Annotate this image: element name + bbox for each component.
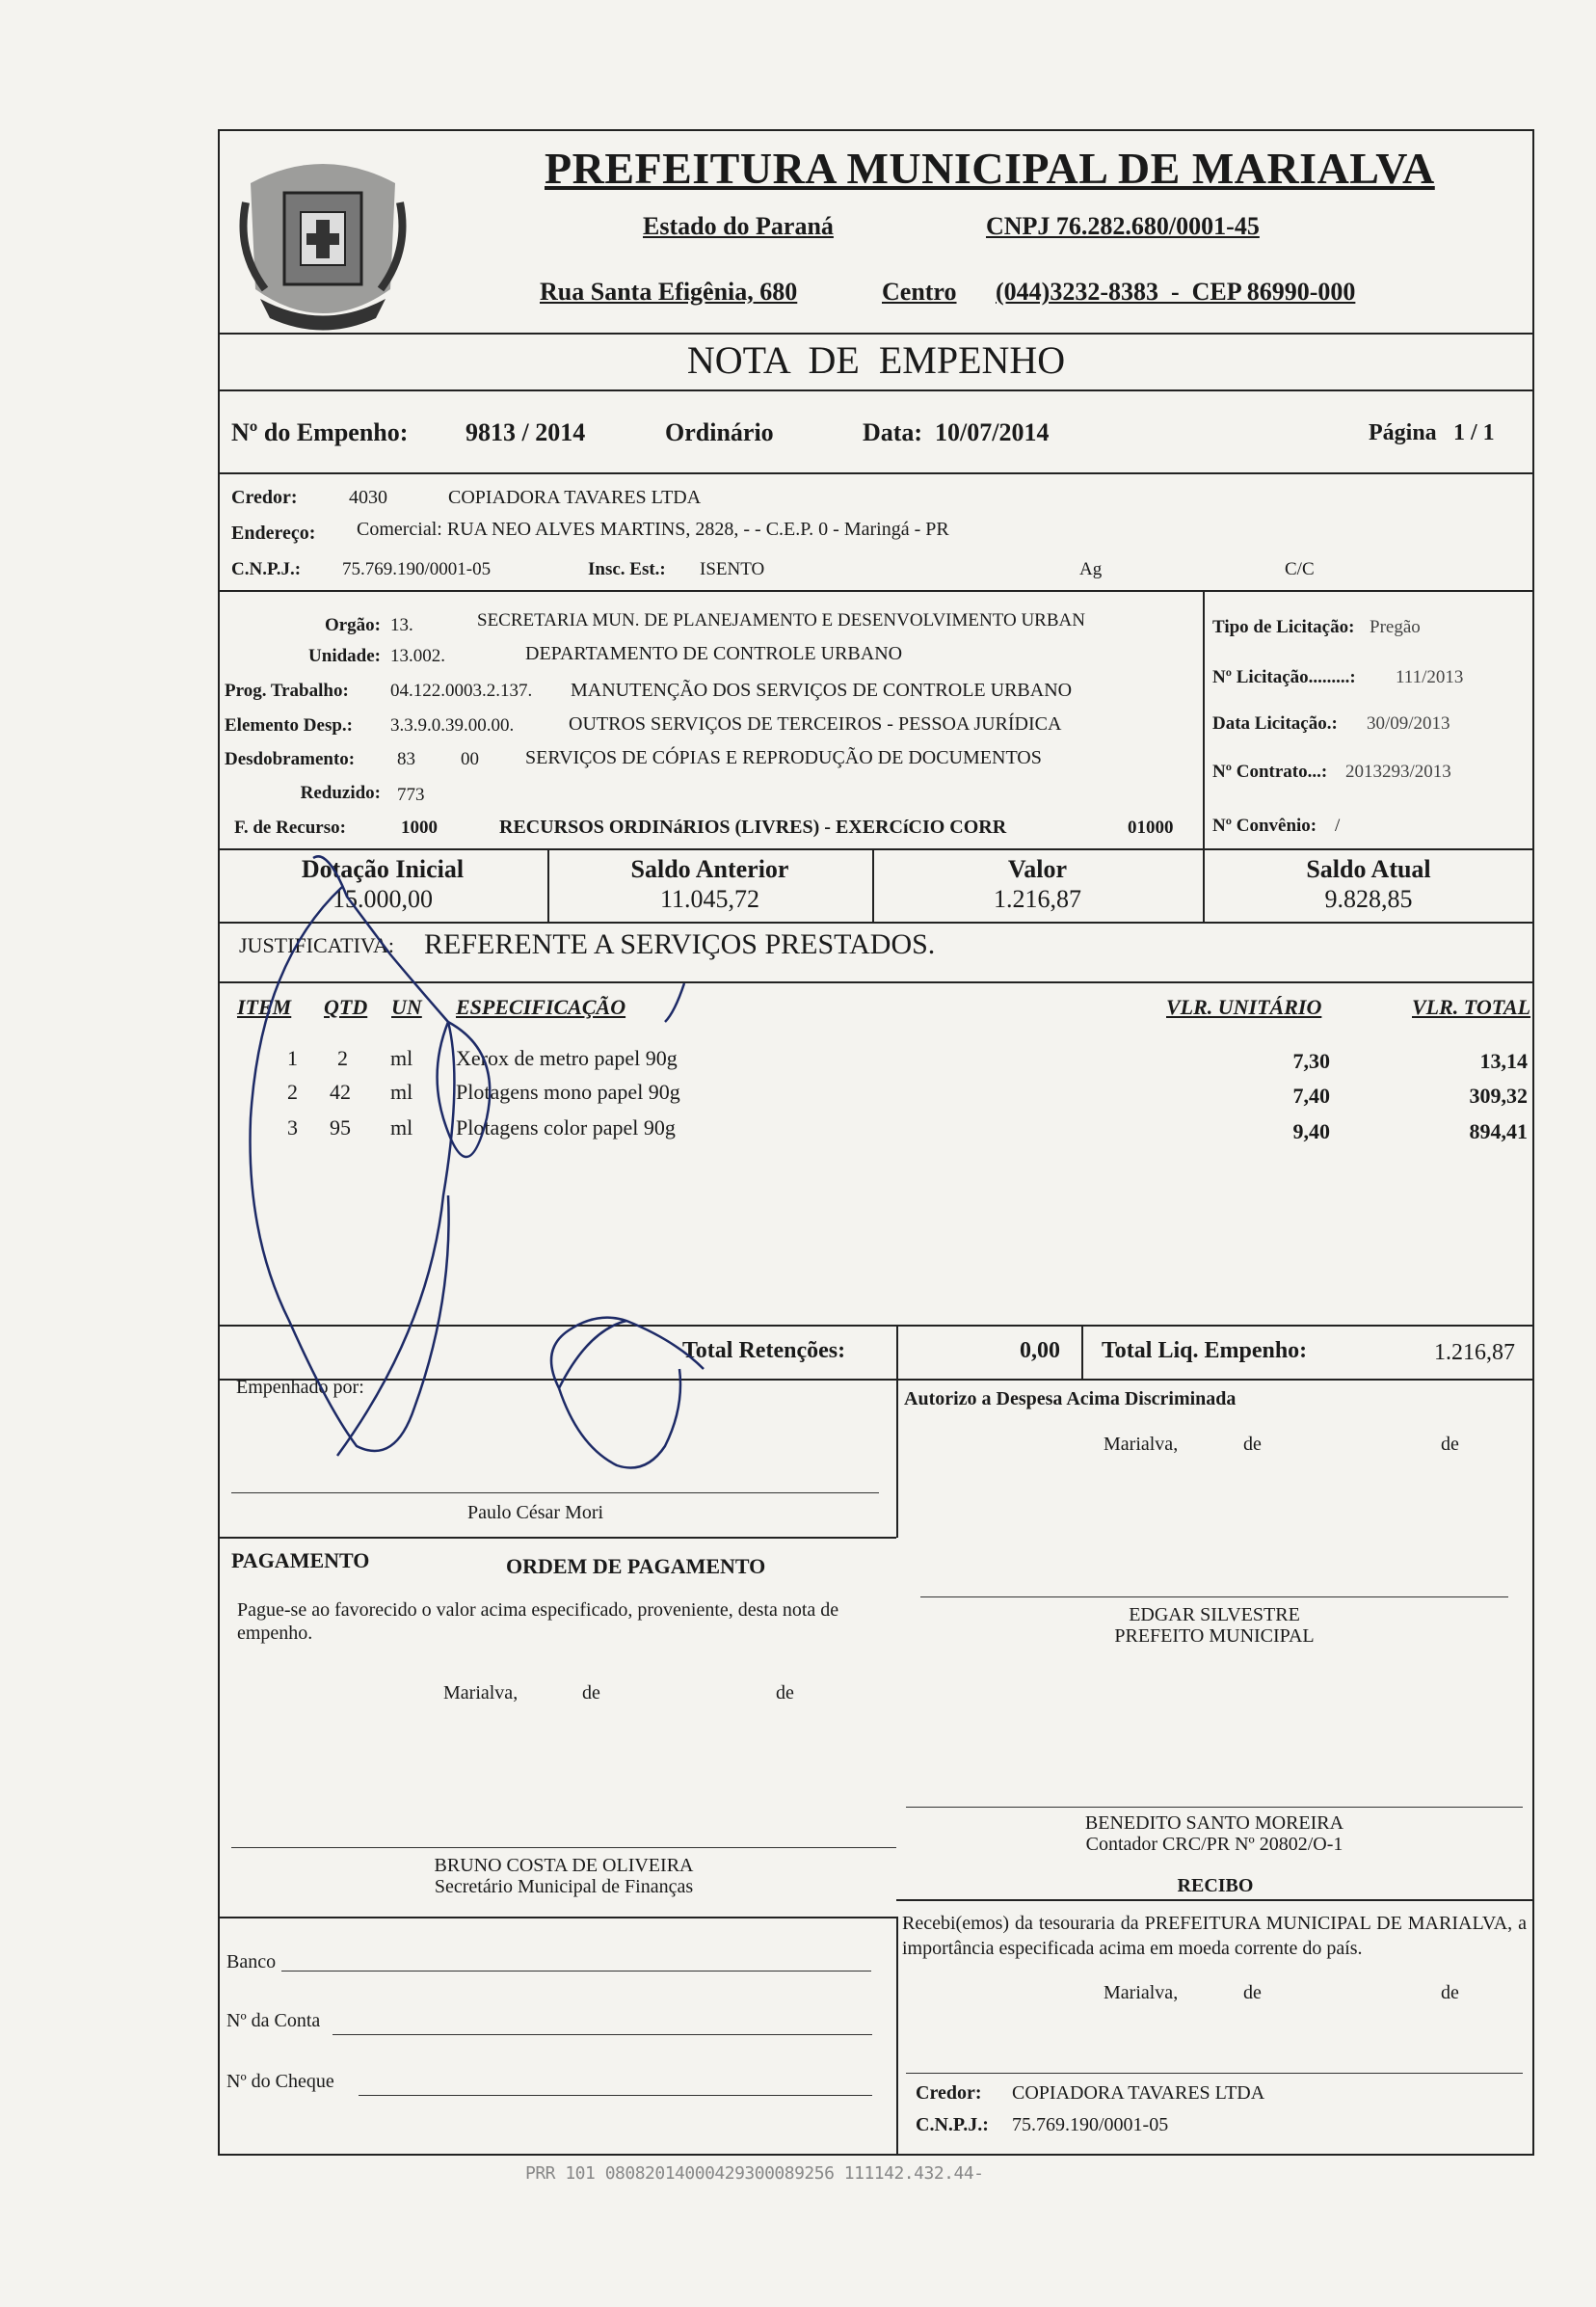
recibo-de-1: de xyxy=(1243,1982,1262,2003)
item-un: ml xyxy=(390,1115,413,1140)
col-total: VLR. TOTAL xyxy=(1412,995,1531,1019)
address-street: Rua Santa Efigênia, 680 xyxy=(540,278,798,306)
saldo-anterior-value: 11.045,72 xyxy=(659,885,760,913)
item-spec: Plotagens mono papel 90g xyxy=(456,1080,680,1104)
retencoes-label: Total Retenções: xyxy=(682,1338,846,1363)
saldo-atual-value: 9.828,85 xyxy=(1324,885,1413,913)
item-spec: Plotagens color papel 90g xyxy=(456,1115,676,1140)
footer-credor-label: Credor: xyxy=(916,2082,982,2104)
cnpj-label: C.N.P.J.: xyxy=(231,559,302,579)
item-qtd: 42 xyxy=(330,1080,351,1104)
convenio-label: Nº Convênio: xyxy=(1212,816,1317,836)
credor-name: COPIADORA TAVARES LTDA xyxy=(448,487,702,508)
reduzido-label: Reduzido: xyxy=(300,783,381,803)
contrato-value: 2013293/2013 xyxy=(1345,762,1451,782)
coat-of-arms-icon xyxy=(231,145,414,342)
cnpj-header: CNPJ 76.282.680/0001-45 xyxy=(986,212,1260,240)
prefeito-name: EDGAR SILVESTRE xyxy=(1129,1604,1300,1625)
col-un: UN xyxy=(391,995,422,1019)
item-unit: 9,40 xyxy=(1292,1119,1330,1143)
recurso-name: RECURSOS ORDINáRIOS (LIVRES) - EXERCíCIO CORR xyxy=(499,817,1007,838)
prog-code: 04.122.0003.2.137. xyxy=(390,681,533,701)
item-total: 309,32 xyxy=(1469,1084,1528,1108)
autorizo-text: Autorizo a Despesa Acima Discriminada xyxy=(904,1388,1237,1409)
pagamento-de-2: de xyxy=(776,1682,794,1703)
footer-credor-name: COPIADORA TAVARES LTDA xyxy=(1012,2082,1265,2104)
item-qtd: 95 xyxy=(330,1115,351,1140)
justificativa-label: JUSTIFICATIVA: xyxy=(239,933,394,957)
address-label: Endereço: xyxy=(231,523,316,544)
col-item: ITEM xyxy=(237,995,292,1019)
orgao-name: SECRETARIA MUN. DE PLANEJAMENTO E DESENVOLVIMENTO URBAN xyxy=(477,610,1085,630)
autorizo-city: Marialva, xyxy=(1104,1434,1179,1455)
col-unit: VLR. UNITÁRIO xyxy=(1166,995,1322,1019)
autorizo-de-2: de xyxy=(1441,1434,1459,1455)
elemento-name: OUTROS SERVIÇOS DE TERCEIROS - PESSOA JURÍDICA xyxy=(569,713,1062,735)
item-total: 13,14 xyxy=(1479,1049,1528,1073)
autorizo-de-1: de xyxy=(1243,1434,1262,1455)
saldo-atual-label: Saldo Atual xyxy=(1306,855,1431,883)
recibo-label: RECIBO xyxy=(1177,1875,1254,1896)
liq-label: Total Liq. Empenho: xyxy=(1102,1338,1308,1363)
licitacao-data-label: Data Licitação.: xyxy=(1212,713,1338,734)
liq-value: 1.216,87 xyxy=(1434,1340,1515,1365)
insc-label: Insc. Est.: xyxy=(588,559,666,579)
credor-insc: ISENTO xyxy=(700,559,765,579)
address-district: Centro xyxy=(882,278,957,306)
secretario-title: Secretário Municipal de Finanças xyxy=(434,1876,694,1897)
phone-cep: (044)3232-8383 - CEP 86990-000 xyxy=(996,278,1356,306)
footer-cnpj-label: C.N.P.J.: xyxy=(916,2114,989,2135)
pagamento-text: Pague-se ao favorecido o valor acima especificado, proveniente, desta nota de empenho. xyxy=(237,1599,839,1644)
recurso-code: 1000 xyxy=(401,818,438,838)
contador-title: Contador CRC/PR Nº 20802/O-1 xyxy=(1085,1834,1343,1855)
item-number: 3 xyxy=(287,1115,298,1140)
conta-label: Nº da Conta xyxy=(226,2010,321,2031)
orgao-label: Orgão: xyxy=(324,615,381,635)
desdob-name: SERVIÇOS DE CÓPIAS E REPRODUÇÃO DE DOCUMENTOS xyxy=(525,747,1042,768)
doc-title: NOTA DE EMPENHO xyxy=(686,338,1066,382)
pagamento-city: Marialva, xyxy=(443,1682,519,1703)
credor-cnpj: 75.769.190/0001-05 xyxy=(342,559,492,579)
ag-label: Ag xyxy=(1079,559,1103,579)
saldo-anterior-label: Saldo Anterior xyxy=(630,855,789,883)
barcode-text: PRR 101 08082014000429300089256 111142.432.44- xyxy=(525,2163,984,2184)
recibo-text: Recebi(emos) da tesouraria da PREFEITURA MUNICIPAL DE MARIALVA, a importância especificada acima em moeda corrente do país. xyxy=(902,1913,1527,1959)
ordem-pagamento: ORDEM DE PAGAMENTO xyxy=(506,1554,766,1578)
empenho-number-label: Nº do Empenho: xyxy=(231,418,409,446)
page-number: 1 / 1 xyxy=(1453,420,1495,445)
col-spec: ESPECIFICAÇÃO xyxy=(456,995,626,1019)
recibo-city: Marialva, xyxy=(1104,1982,1179,2003)
elemento-code: 3.3.9.0.39.00.00. xyxy=(390,715,515,736)
recurso-num: 01000 xyxy=(1128,818,1174,838)
col-qtd: QTD xyxy=(324,995,368,1019)
secretario-name: BRUNO COSTA DE OLIVEIRA xyxy=(434,1855,694,1876)
prog-name: MANUTENÇÃO DOS SERVIÇOS DE CONTROLE URBANO xyxy=(571,680,1073,701)
item-number: 2 xyxy=(287,1080,298,1104)
retencoes-value: 0,00 xyxy=(1020,1338,1060,1363)
page-label: Página xyxy=(1369,420,1437,445)
convenio-value: / xyxy=(1335,816,1341,836)
empenho-number: 9813 / 2014 xyxy=(466,418,586,446)
empenho-date: 10/07/2014 xyxy=(935,418,1050,446)
credor-label: Credor: xyxy=(231,487,298,508)
empenhado-label: Empenhado por: xyxy=(236,1377,364,1398)
elemento-label: Elemento Desp.: xyxy=(225,715,353,736)
licitacao-tipo-label: Tipo de Licitação: xyxy=(1212,617,1355,637)
reduzido-value: 773 xyxy=(397,785,425,805)
justificativa-text: REFERENTE A SERVIÇOS PRESTADOS. xyxy=(424,928,936,960)
recibo-de-2: de xyxy=(1441,1982,1459,2003)
cheque-label: Nº do Cheque xyxy=(226,2071,334,2092)
unidade-code: 13.002. xyxy=(390,646,445,666)
item-total: 894,41 xyxy=(1469,1119,1528,1143)
pagamento-label: PAGAMENTO xyxy=(231,1548,370,1572)
empenho-date-label: Data: xyxy=(863,418,923,446)
empenho-type: Ordinário xyxy=(665,418,774,446)
unidade-label: Unidade: xyxy=(308,646,381,666)
empenhado-name: Paulo César Mori xyxy=(467,1502,604,1523)
state-name: Estado do Paraná xyxy=(643,212,834,240)
valor-label: Valor xyxy=(1007,855,1068,883)
credor-address: Comercial: RUA NEO ALVES MARTINS, 2828, - - C.E.P. 0 - Maringá - PR xyxy=(357,519,949,540)
licitacao-num: 111/2013 xyxy=(1396,667,1464,687)
recurso-label: F. de Recurso: xyxy=(234,818,346,838)
item-spec: Xerox de metro papel 90g xyxy=(456,1046,678,1070)
credor-code: 4030 xyxy=(349,487,387,508)
pagamento-de-1: de xyxy=(582,1682,600,1703)
item-un: ml xyxy=(390,1046,413,1070)
cc-label: C/C xyxy=(1285,559,1315,579)
item-un: ml xyxy=(390,1080,413,1104)
dotacao-value: 15.000,00 xyxy=(332,885,433,913)
licitacao-tipo: Pregão xyxy=(1370,617,1421,637)
item-number: 1 xyxy=(287,1046,298,1070)
unidade-name: DEPARTAMENTO DE CONTROLE URBANO xyxy=(525,643,903,664)
desdob-label: Desdobramento: xyxy=(225,749,356,769)
dotacao-label: Dotação Inicial xyxy=(301,855,465,883)
prog-label: Prog. Trabalho: xyxy=(225,681,349,701)
prefeito-title: PREFEITO MUNICIPAL xyxy=(1114,1625,1315,1647)
valor-value: 1.216,87 xyxy=(994,885,1081,913)
item-unit: 7,40 xyxy=(1292,1084,1330,1108)
licitacao-data: 30/09/2013 xyxy=(1367,713,1450,734)
banco-label: Banco xyxy=(226,1951,277,1972)
item-qtd: 2 xyxy=(337,1046,348,1070)
desdob-code: 83 xyxy=(397,749,415,769)
prefeitura-title: PREFEITURA MUNICIPAL DE MARIALVA xyxy=(545,144,1435,193)
contrato-label: Nº Contrato...: xyxy=(1212,762,1328,782)
contador-name: BENEDITO SANTO MOREIRA xyxy=(1084,1812,1344,1834)
desdob-sub: 00 xyxy=(461,749,479,769)
item-unit: 7,30 xyxy=(1292,1049,1330,1073)
orgao-code: 13. xyxy=(390,615,413,635)
licitacao-num-label: Nº Licitação.........: xyxy=(1212,667,1356,687)
footer-cnpj: 75.769.190/0001-05 xyxy=(1012,2114,1169,2135)
